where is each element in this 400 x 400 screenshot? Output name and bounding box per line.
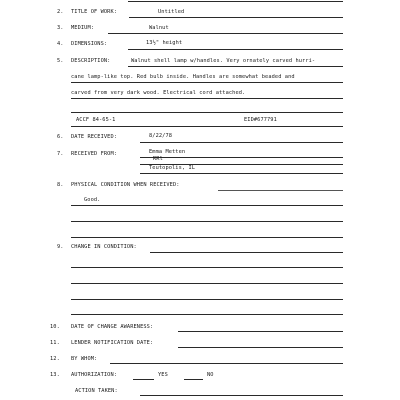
dimensions-value: 13½" height: [146, 40, 183, 46]
field-9-number: 9.: [57, 244, 64, 250]
rule-condition-2: [71, 221, 343, 222]
rule-change-2: [71, 267, 343, 268]
rule-change-4: [71, 299, 343, 300]
field-12-number: 12.: [50, 356, 60, 362]
description-line-3: carved from very dark wood. Electrical cord attached.: [71, 90, 246, 96]
rule-description-3: [71, 98, 343, 99]
field-13-label: AUTHORIZATION:: [71, 372, 118, 378]
received-from-name: Emma Metten: [149, 149, 186, 155]
title-value: Untitled: [158, 9, 185, 15]
received-from-address: RRl: [153, 156, 163, 162]
field-5-label: DESCRIPTION:: [71, 58, 111, 64]
rule-condition-label: [218, 190, 343, 191]
description-line-2: cane lamp-like top. Red bulb inside. Handles are somewhat beaded and: [71, 74, 295, 80]
field-9-label: CHANGE IN CONDITION:: [71, 244, 137, 250]
rule-description-2: [71, 82, 343, 83]
field-8-label: PHYSICAL CONDITION WHEN RECEIVED:: [71, 182, 180, 188]
field-2-label: TITLE OF WORK:: [71, 9, 118, 15]
field-8-number: 8.: [57, 182, 64, 188]
field-7-label: RECEIVED FROM:: [71, 151, 118, 157]
no-blank: [184, 379, 203, 380]
rule-received-from-3: [140, 173, 343, 174]
field-11-label: LENDER NOTIFICATION DATE:: [71, 340, 154, 346]
rule-dimensions: [128, 49, 343, 50]
rule-date-received: [140, 142, 343, 143]
received-from-city: Teutopolis, IL: [149, 165, 196, 171]
yes-label: YES: [158, 372, 168, 378]
field-3-label: MEDIUM:: [71, 25, 95, 31]
rule-lender-notification: [178, 347, 343, 348]
field-12-label: BY WHOM:: [71, 356, 98, 362]
rule-received-from-1: [140, 157, 343, 158]
field-3-number: 3.: [57, 25, 64, 31]
rule-change-awareness: [178, 331, 343, 332]
condition-value: Good.: [84, 197, 101, 203]
field-5-number: 5.: [57, 58, 64, 64]
rule-description-1: [128, 66, 343, 67]
field-7-number: 7.: [57, 151, 64, 157]
action-taken-label: ACTION TAKEN:: [75, 388, 118, 394]
no-label: NO: [207, 372, 214, 378]
description-line-1: Walnut shell lamp w/handles. Very ornately carved hurri-: [131, 58, 316, 64]
catalog-id: EID#677791: [244, 117, 277, 123]
rule-condition-1: [71, 205, 343, 206]
rule-by-whom: [110, 363, 343, 364]
yes-blank: [133, 379, 154, 380]
accession-number: ACCF 84-65-1: [76, 117, 116, 123]
rule-action-taken: [140, 395, 343, 396]
field-6-number: 6.: [57, 134, 64, 140]
rule-change-3: [71, 283, 343, 284]
medium-value: Walnut: [149, 25, 169, 31]
field-10-number: 10.: [50, 324, 60, 330]
field-13-number: 13.: [50, 372, 60, 378]
date-received-value: 8/22/78: [149, 133, 173, 139]
field-10-label: DATE OF CHANGE AWARENESS:: [71, 324, 154, 330]
rule-change-5: [71, 314, 343, 315]
rule-change-1: [150, 252, 343, 253]
field-2-number: 2.: [57, 9, 64, 15]
rule-accession: [71, 126, 343, 127]
field-6-label: DATE RECEIVED:: [71, 134, 118, 140]
rule-description-4: [71, 112, 343, 113]
field-4-label: DIMENSIONS:: [71, 41, 108, 47]
rule-top: [128, 1, 343, 2]
field-11-number: 11.: [50, 340, 60, 346]
field-4-number: 4.: [57, 41, 64, 47]
rule-title: [129, 17, 343, 18]
rule-condition-3: [71, 237, 343, 238]
rule-medium: [108, 33, 343, 34]
